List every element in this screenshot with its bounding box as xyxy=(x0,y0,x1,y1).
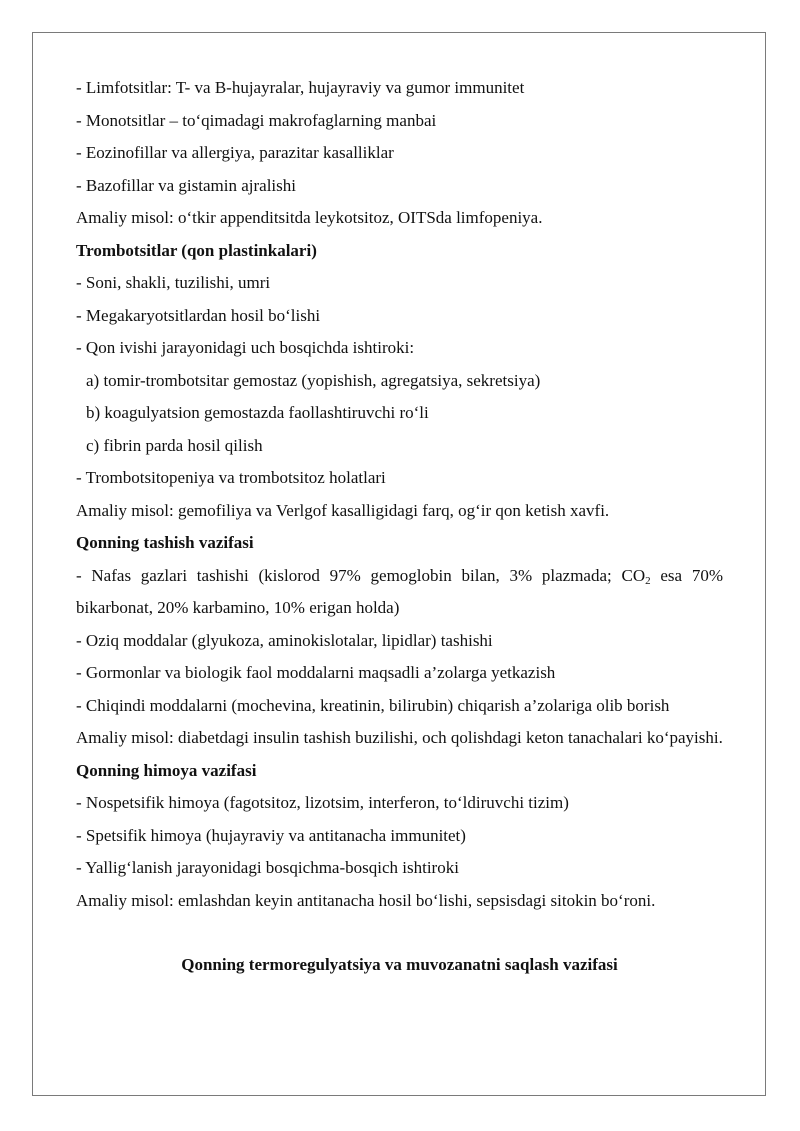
list-item-soni: - Soni, shakli, tuzilishi, umri xyxy=(76,273,271,292)
list-item-monotsitlar: - Monotsitlar – to‘qimadagi makrofaglarning manbai xyxy=(76,110,437,130)
nafas-gazlari-text-a: - Nafas gazlari tashishi (kislorod 97% gemoglobin bilan, 3% plazmada; CO xyxy=(76,565,646,585)
list-item-qon-ivishi: - Qon ivishi jarayonidagi uch bosqichda ishtiroki: xyxy=(76,338,415,357)
heading-tashish: Qonning tashish vazifasi xyxy=(76,533,254,552)
heading-himoya: Qonning himoya vazifasi xyxy=(76,760,257,780)
list-item-limfotsitlar: - Limfotsitlar: T- va B-hujayralar, hujayraviy va gumor immunitet xyxy=(76,78,525,97)
list-item-megakaryotsit: - Megakaryotsitlardan hosil bo‘lishi xyxy=(76,305,321,325)
list-item-chiqindi: - Chiqindi moddalarni (mochevina, kreatinin, bilirubin) chiqarish a’zolariga olib borish xyxy=(76,695,670,715)
example-trombotsitlar: Amaliy misol: gemofiliya va Verlgof kasalligidagi farq, og‘ir qon ketish xavfi. xyxy=(76,500,610,520)
sub-item-b: b) koagulyatsion gemostazda faollashtiruvchi ro‘li xyxy=(86,403,429,422)
list-item-spetsifik: - Spetsifik himoya (hujayraviy va antitanacha immunitet) xyxy=(76,825,466,845)
example-leykotsitlar: Amaliy misol: o‘tkir appenditsitda leykotsitoz, OITSda limfopeniya. xyxy=(76,208,543,227)
list-item-nafas-gazlari xyxy=(76,560,723,625)
co2-subscript: 2 xyxy=(645,574,651,587)
sub-item-c: c) fibrin parda hosil qilish xyxy=(86,435,263,455)
list-item-bazofillar: - Bazofillar va gistamin ajralishi xyxy=(76,175,296,195)
heading-trombotsitlar: Trombotsitlar (qon plastinkalari) xyxy=(76,240,317,260)
document-body xyxy=(76,72,723,982)
list-item-eozinofillar: - Eozinofillar va allergiya, parazitar kasalliklar xyxy=(76,143,394,162)
list-item-trombotsitopeniya: - Trombotsitopeniya va trombotsitoz holatlari xyxy=(76,468,386,487)
example-tashish: Amaliy misol: diabetdagi insulin tashish buzilishi, och qolishdagi keton tanachalari ko‘payishi. xyxy=(76,728,723,747)
section-gap xyxy=(76,917,723,949)
list-item-gormonlar: - Gormonlar va biologik faol moddalarni maqsadli a’zolarga yetkazish xyxy=(76,663,556,682)
nafas-gazlari-text-b: esa 70% bikarbonat, 20% karbamino, 10% erigan holda) xyxy=(76,565,723,617)
list-item-yalliglanish: - Yallig‘lanish jarayonidagi bosqichma-bosqich ishtiroki xyxy=(76,858,459,877)
example-himoya: Amaliy misol: emlashdan keyin antitanacha hosil bo‘lishi, sepsisdagi sitokin bo‘roni. xyxy=(76,890,656,910)
sub-item-a: a) tomir-trombotsitar gemostaz (yopishish, agregatsiya, sekretsiya) xyxy=(86,370,541,390)
list-item-nospetsifik: - Nospetsifik himoya (fagotsitoz, lizotsim, interferon, to‘ldiruvchi tizim) xyxy=(76,793,569,812)
list-item-oziq-moddalar: - Oziq moddalar (glyukoza, aminokislotalar, lipidlar) tashishi xyxy=(76,630,493,650)
heading-termoregulyatsiya: Qonning termoregulyatsiya va muvozanatni saqlash vazifasi xyxy=(181,955,618,974)
